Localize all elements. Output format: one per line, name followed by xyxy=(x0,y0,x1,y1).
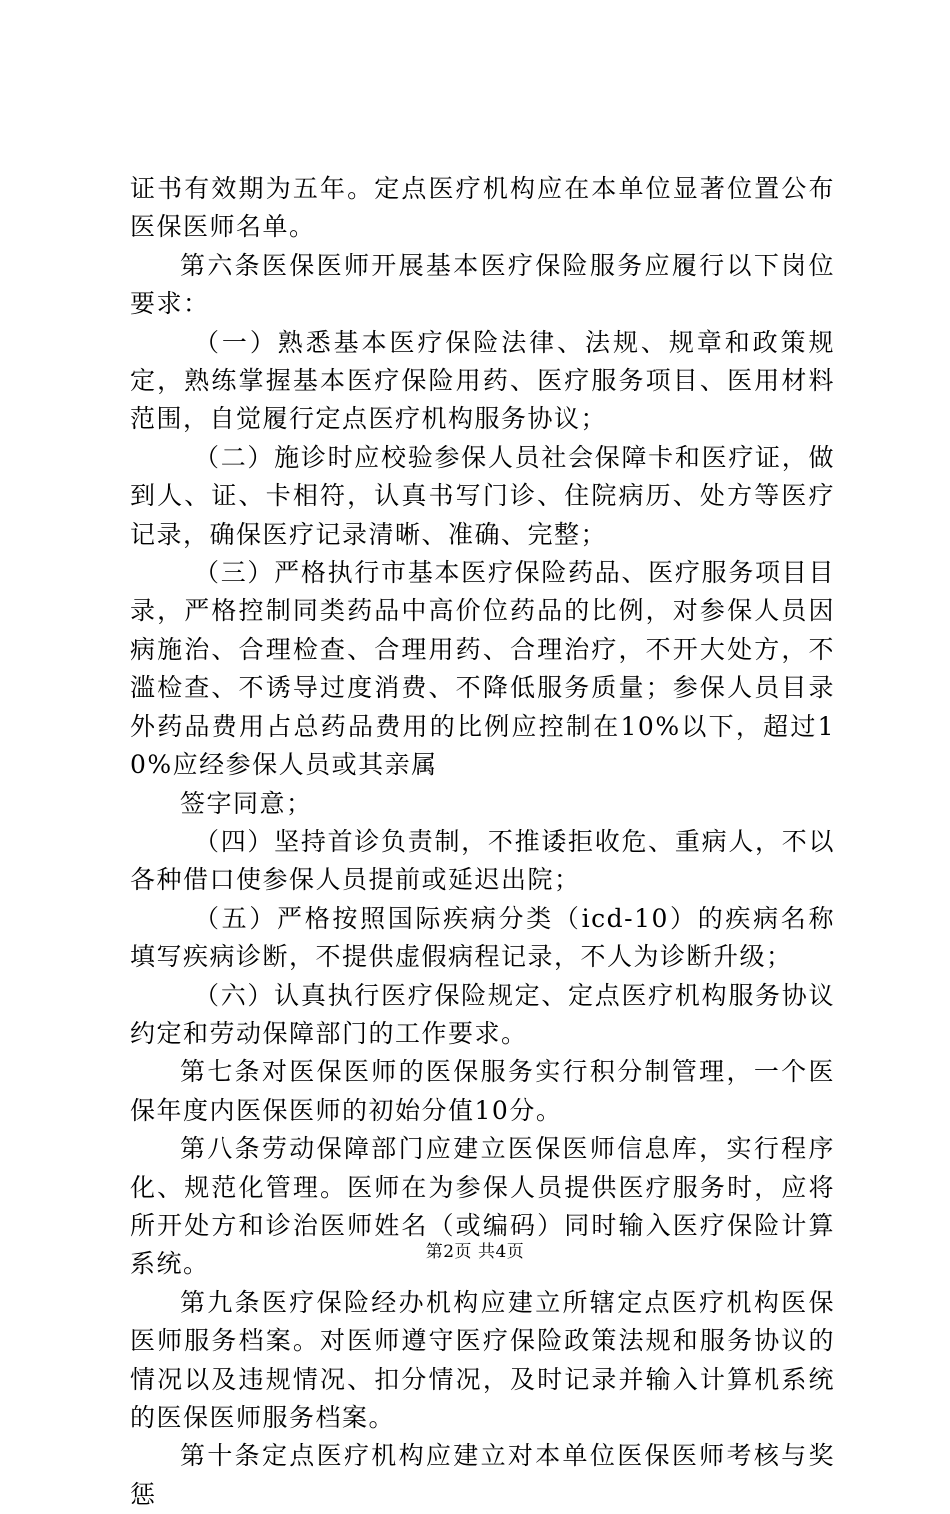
paragraph-item-3: （三）严格执行市基本医疗保险药品、医疗服务项目目录，严格控制同类药品中高价位药品的比例，对参保人员因病施治、合理检查、合理用药、合理治疗，不开大处方，不滥检查、不诱导过度消费、不降低服务质量；参保人员目录外药品费用占总药品费用的比例应控制在10%以下，超过10%应经参保人员或其亲属 xyxy=(130,558,835,780)
paragraph-item-4: （四）坚持首诊负责制，不推诿拒收危、重病人，不以各种借口使参保人员提前或延迟出院； xyxy=(130,826,835,895)
paragraph-item-5: （五）严格按照国际疾病分类（icd-10）的疾病名称填写疾病诊断，不提供虚假病程记录，不人为诊断升级； xyxy=(130,903,835,972)
paragraph-item-2: （二）施诊时应校验参保人员社会保障卡和医疗证，做到人、证、卡相符，认真书写门诊、住院病历、处方等医疗记录，确保医疗记录清晰、准确、完整； xyxy=(130,442,835,549)
page-footer xyxy=(0,1241,950,1263)
paragraph-article-6: 第六条医保医师开展基本医疗保险服务应履行以下岗位要求： xyxy=(130,250,835,319)
paragraph-item-1: （一）熟悉基本医疗保险法律、法规、规章和政策规定，熟练掌握基本医疗保险用药、医疗服务项目、医用材料范围，自觉履行定点医疗机构服务协议； xyxy=(130,327,835,434)
paragraph-article-8: 第八条劳动保障部门应建立医保医师信息库，实行程序化、规范化管理。医师在为参保人员提供医疗服务时，应将所开处方和诊治医师姓名（或编码）同时输入医疗保险计算系统。 xyxy=(130,1134,835,1279)
paragraph-article-7: 第七条对医保医师的医保服务实行积分制管理，一个医保年度内医保医师的初始分值10分。 xyxy=(130,1057,835,1125)
document-body xyxy=(130,170,835,1514)
page-number-label: 第2页 共4页 xyxy=(425,1242,525,1262)
paragraph-certificate-validity: 证书有效期为五年。定点医疗机构应在本单位显著位置公布医保医师名单。 xyxy=(130,174,835,242)
paragraph-item-6: （六）认真执行医疗保险规定、定点医疗机构服务协议约定和劳动保障部门的工作要求。 xyxy=(130,980,835,1048)
paragraph-signature-consent: 签字同意； xyxy=(180,788,313,818)
paragraph-article-9: 第九条医疗保险经办机构应建立所辖定点医疗机构医保医师服务档案。对医师遵守医疗保险政策法规和服务协议的情况以及违规情况、扣分情况，及时记录并输入计算机系统的医保医师服务档案。 xyxy=(130,1287,835,1432)
paragraph-article-10: 第十条定点医疗机构应建立对本单位医保医师考核与奖惩 xyxy=(130,1441,835,1509)
